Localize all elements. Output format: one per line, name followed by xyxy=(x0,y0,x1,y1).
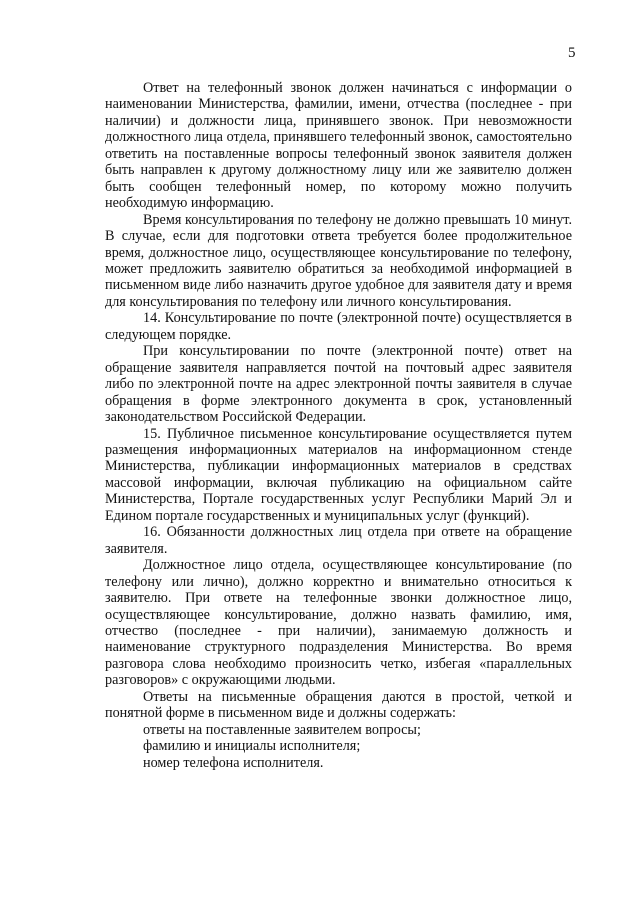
paragraph-duties-heading: 16. Обязанности должностных лиц отдела при ответе на обращение заявителя. xyxy=(105,524,572,557)
paragraph-mail-answer: При консультировании по почте (электронной почте) ответ на обращение заявителя направляется почтой на почтовый адрес заявителя либо по электронной почте на адрес электронной почты заявителя в случае обращения в форме электронного документа в срок, установленный законодательством Российской Федерации. xyxy=(105,343,572,426)
list-item-answers: ответы на поставленные заявителем вопросы; xyxy=(143,721,421,738)
paragraph-duties-details: Должностное лицо отдела, осуществляющее консультирование (по телефону или лично), должно корректно и внимательно относиться к заявителю. При ответе на телефонные звонки должностное лицо, осуществляющее консультирование, должно назвать фамилию, имя, отчество (последнее - при наличии), занимаемую должность и наименование структурного подразделения Министерства. Во время разговора слова необходимо произносить четко, избегая «параллельных разговоров» с окружающими людьми. xyxy=(105,557,572,689)
page-number: 5 xyxy=(568,45,576,61)
document-body xyxy=(105,80,572,771)
list-item-executor-name: фамилию и инициалы исполнителя; xyxy=(143,738,361,755)
list-item-executor-phone: номер телефона исполнителя. xyxy=(143,754,324,771)
paragraph-phone-duration: Время консультирования по телефону не должно превышать 10 минут. В случае, если для подготовки ответа требуется более продолжительное время, должностное лицо, осуществляющее консультирование по телефону, может предложить заявителю обратиться за необходимой информацией в письменном виде либо назначить другое удобное для заявителя дату и время для консультирования по телефону или личного консультирования. xyxy=(105,211,572,310)
paragraph-public-consulting: 15. Публичное письменное консультирование осуществляется путем размещения информационных материалов на информационном стенде Министерства, публикации информационных материалов в средствах массовой информации, включая публикацию на официальном сайте Министерства, Портале государственных услуг Республики Марий Эл и Едином портале государственных и муниципальных услуг (функций). xyxy=(105,425,572,524)
paragraph-mail-consulting: 14. Консультирование по почте (электронной почте) осуществляется в следующем порядке. xyxy=(105,310,572,343)
paragraph-written-answers: Ответы на письменные обращения даются в простой, четкой и понятной форме в письменном виде и должны содержать: xyxy=(105,688,572,722)
paragraph-phone-answer: Ответ на телефонный звонок должен начинаться с информации о наименовании Министерства, фамилии, имени, отчества (последнее - при наличии) и должности лица, принявшего звонок. При невозможности должностного лица отдела, принявшего телефонный звонок, самостоятельно ответить на поставленные вопросы телефонный звонок заявителя должен быть направлен к другому должностному лицу или же заявителю должен быть сообщен телефонный номер, по которому можно получить необходимую информацию. xyxy=(105,80,572,212)
